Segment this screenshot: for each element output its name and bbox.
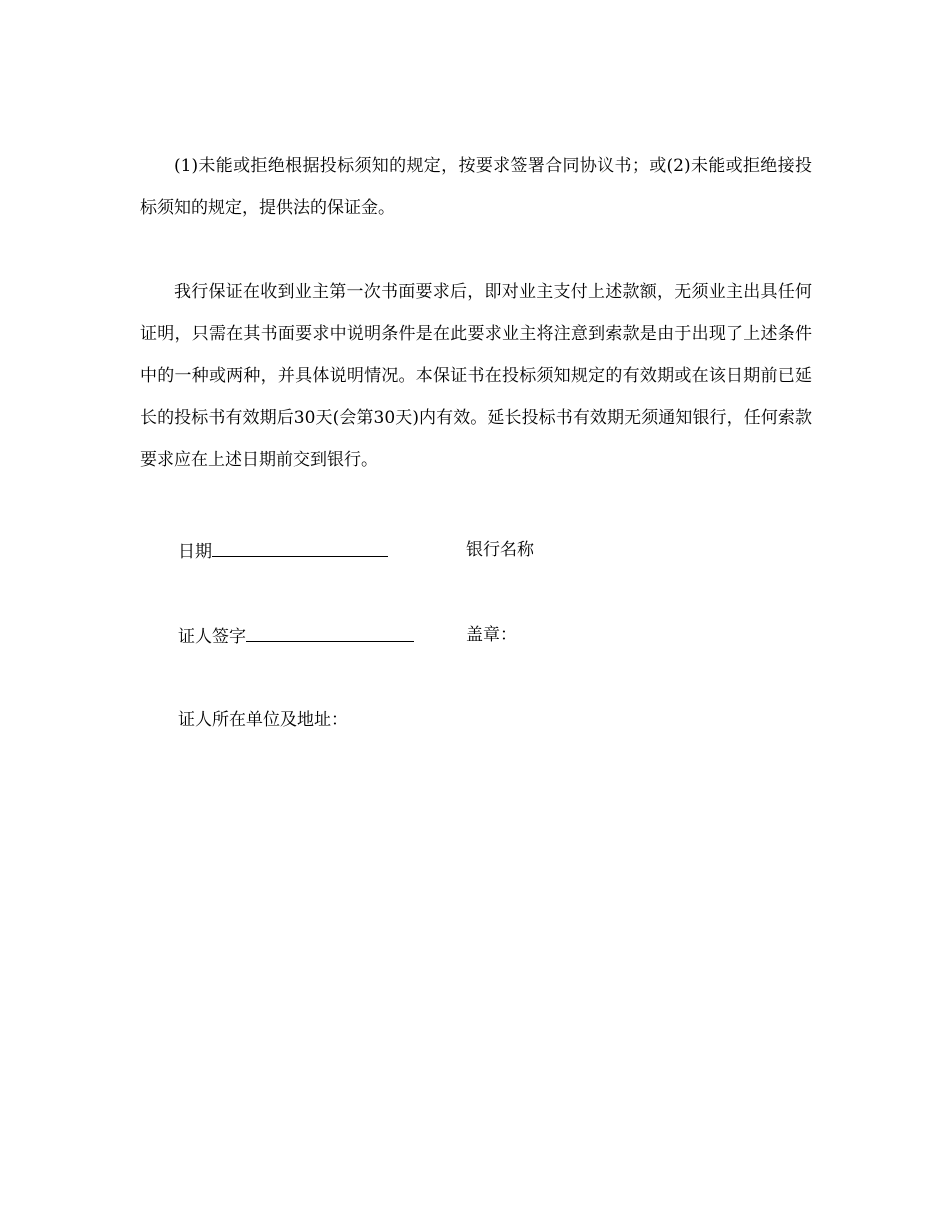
witness-signature-blank-line[interactable] xyxy=(246,623,414,642)
bank-name-field xyxy=(466,538,534,562)
witness-address-field xyxy=(178,708,348,732)
paragraph-guarantee-terms: 我行保证在收到业主第一次书面要求后，即对业主支付上述款额，无须业主出具任何证明，只需在其书面要求中说明条件是在此要求业主将注意到索款是由于出现了上述条件中的一种或两种，并具体说明情况。本保证书在投标须知规定的有效期或在该日期前已延长的投标书有效期后30天(会第30天)内有效。延长投标书有效期无须通知银行，任何索款要求应在上述日期前交到银行。 xyxy=(140,282,812,470)
witness-address-label: 证人所在单位及地址： xyxy=(178,710,348,730)
date-blank-line[interactable] xyxy=(212,538,388,557)
seal-field xyxy=(466,623,517,647)
seal-label: 盖章： xyxy=(466,625,517,645)
date-field xyxy=(178,538,388,564)
paragraph-conditions: (1)未能或拒绝根据投标须知的规定，按要求签署合同协议书；或(2)未能或拒绝接投标须知的规定，提供法的保证金。 xyxy=(140,156,812,218)
date-label: 日期 xyxy=(178,542,212,562)
bank-name-label: 银行名称 xyxy=(466,540,534,560)
witness-signature-label: 证人签字 xyxy=(178,627,246,647)
witness-signature-field xyxy=(178,623,414,649)
